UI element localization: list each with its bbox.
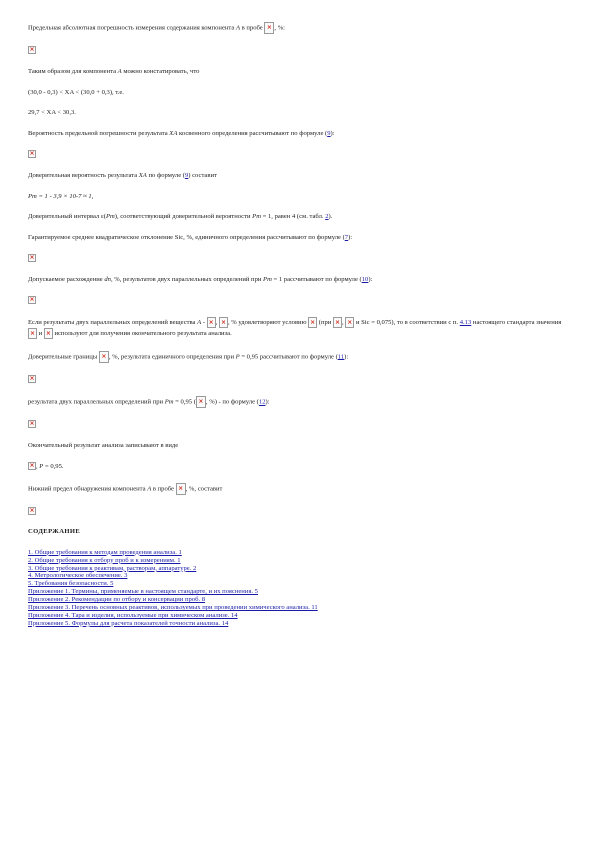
toc-title: СОДЕРЖАНИЕ [28, 527, 81, 535]
toc-link[interactable]: 5. Требования безопасности. 5 [28, 580, 114, 588]
toc-link[interactable]: 3. Общие требования к реактивам, растворам, аппаратуре. 2 [28, 564, 197, 572]
broken-formula-image [308, 317, 317, 328]
paragraph-conclusion: Таким образом для компонента A можно констатировать, что [28, 68, 200, 76]
formula-image-row [28, 254, 568, 264]
broken-formula-image [219, 317, 228, 328]
broken-formula-image [28, 46, 36, 54]
formula-link-9[interactable]: 9 [327, 129, 331, 137]
paragraph-two-parallel: результата двух параллельных определений при Pm = 0,95 (× , %) - по формуле (12): [28, 396, 568, 408]
broken-formula-image [28, 150, 36, 158]
section-link-4-13[interactable]: 4.13 [459, 319, 472, 327]
toc-link[interactable]: Приложение 5. Формулы для расчета показателей точности анализа. 14 [28, 619, 229, 627]
paragraph-confidence-bounds: Доверительные границы ×, %, результата единичного определения при P = 0,95 рассчитывают по формуле (11): [28, 351, 568, 363]
broken-formula-image [99, 351, 109, 363]
paragraph-confidence-interval: Доверительный интервал ε(Pm), соответствующий доверительной вероятности Pm = 1, равен 4 (см. табл. 2). [28, 213, 333, 221]
broken-formula-image [28, 375, 36, 383]
broken-formula-image [28, 462, 36, 470]
broken-formula-image [176, 483, 186, 495]
paragraph-final-formula: ×, P = 0,95. [28, 462, 568, 471]
paragraph-detection-limit: Нижний предел обнаружения компонента A в пробе ×, %, составит [28, 483, 568, 495]
toc-item [28, 580, 568, 588]
toc-link[interactable]: Приложение 1. Термины, применяемые в настоящем стандарте, и их пояснения. 5 [28, 588, 258, 596]
toc-item [28, 620, 568, 628]
paragraph-probability-formula: Вероятность предельной погрешности результата XA косвенного определения рассчитывают по формуле (9): [28, 129, 335, 137]
broken-formula-image [28, 420, 36, 428]
formula-link-10[interactable]: 10 [361, 276, 369, 284]
toc-item [28, 612, 568, 620]
toc-link[interactable]: Приложение 2. Рекомендации по отбору и консервации проб. 8 [28, 596, 206, 604]
formula-link-9[interactable]: 9 [184, 172, 189, 180]
table-of-contents [28, 549, 568, 628]
toc-item [28, 604, 568, 612]
toc-link[interactable]: 4. Метрологическое обеспечение. 3 [28, 572, 128, 580]
toc-link[interactable]: Приложение 3. Перечень основных реактивов, используемых при проведении химического анализа. 11 [28, 604, 318, 612]
formula-image-row [28, 150, 568, 160]
toc-link[interactable]: 1. Общие требования к методам проведения анализа. 1 [28, 548, 182, 556]
paragraph-final-result: Окончательный результат анализа записывают в виде [28, 442, 179, 450]
broken-formula-image [28, 328, 37, 339]
paragraph-interval-values: 29,7 < XA < 30,3. [28, 109, 76, 117]
paragraph-divergence: Допускаемое расхождение dn, %, результатов двух параллельных определений при Pm = 1 рассчитывают по формуле (10): [28, 276, 373, 284]
broken-formula-image [28, 254, 36, 262]
broken-formula-image [264, 22, 274, 34]
paragraph-abs-error: Предельная абсолютная погрешность измерения содержания компонента A в пробе ×, %: [28, 22, 568, 34]
formula-link-7[interactable]: 7 [344, 233, 349, 241]
paragraph-interval: (30,0 - 0,3) < XA < (30,0 + 0,3), т.е. [28, 88, 124, 96]
toc-item [28, 588, 568, 596]
broken-formula-image [196, 396, 206, 408]
formula-image-row [28, 375, 568, 385]
broken-formula-image [28, 296, 36, 304]
table-link-2[interactable]: 2 [325, 213, 329, 221]
toc-item [28, 549, 568, 557]
toc-item [28, 596, 568, 604]
document-page [28, 22, 568, 628]
paragraph-parallel-results: Если результаты двух параллельных определений вещества A - ×, ×, % удовлетворяют условию × (при ×, × и Sic = 0,075), то в соответствии с п. 4.13 настоящего стандарта значения × и × используют для получения окончательного результата анализа. [28, 317, 568, 339]
broken-formula-image [207, 317, 216, 328]
formula-image-row [28, 420, 568, 430]
formula-image-row [28, 506, 568, 516]
broken-formula-image [345, 317, 354, 328]
toc-item [28, 565, 568, 573]
paragraph-confidence: Доверительная вероятность результата XA по формуле (9) составит [28, 172, 217, 180]
broken-formula-image [333, 317, 342, 328]
broken-formula-image [44, 328, 53, 339]
formula-image-row [28, 296, 568, 306]
broken-formula-image [28, 507, 36, 515]
formula-link-12[interactable]: 12 [258, 398, 266, 406]
toc-link[interactable]: Приложение 4. Тара и изделия, используемые при химическом анализе. 14 [28, 611, 238, 619]
toc-link[interactable]: 2. Общие требования к отбору проб и к измерениям. 1 [28, 556, 181, 564]
formula-image-row [28, 46, 568, 56]
toc-item [28, 557, 568, 565]
paragraph-std-deviation: Гарантируемое среднее квадратическое отклонение Sic, %, единичного определения рассчитывают по формуле (7): [28, 233, 353, 241]
paragraph-pm-value: Pm = 1 - 3,9 × 10-7 ≈ 1, [28, 192, 94, 200]
toc-item [28, 572, 568, 580]
formula-link-11[interactable]: 11 [337, 353, 345, 361]
